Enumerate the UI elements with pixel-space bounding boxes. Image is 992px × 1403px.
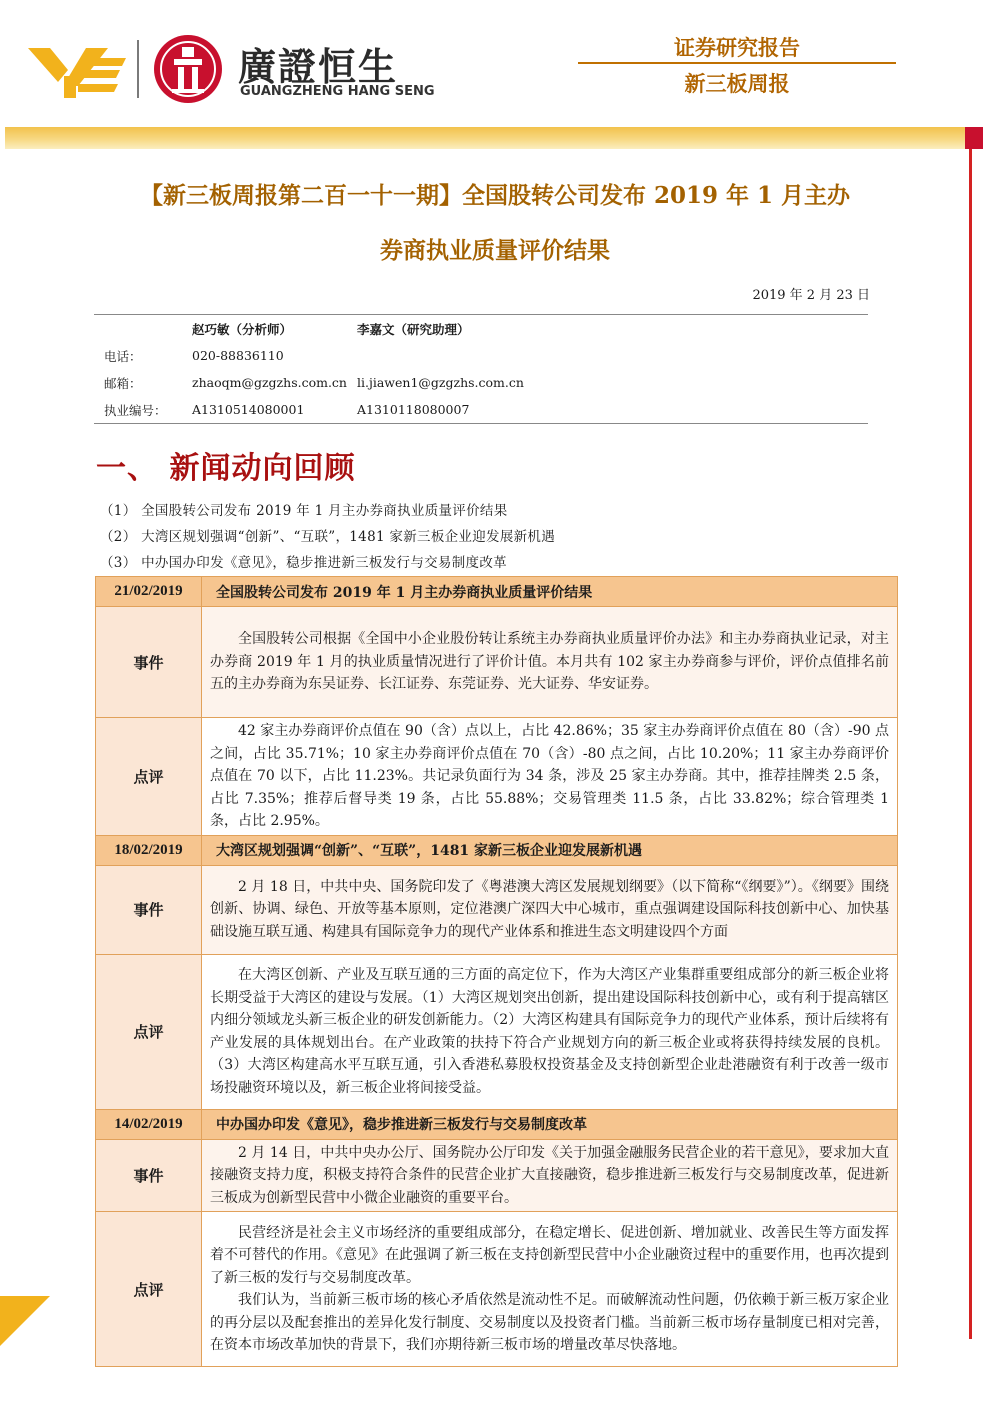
license-label: 执业编号： — [104, 402, 167, 418]
event-text: 2 月 14 日，中共中央办公厅、国务院办公厅印发《关于加强金融服务民营企业的若干意见》，要求加大直接融资支持力度，积极支持符合条件的民营企业扩大直接融资，稳步推进新三板发行与交易制度改革，促进新三板成为创新型民营中小微企业融资的重要平台。 — [202, 1139, 898, 1212]
news-summary-item: （2） 大湾区规划强调“创新”、“互联”，1481 家新三板企业迎发展新机遇 — [100, 529, 556, 545]
event-label: 事件 — [96, 865, 202, 954]
brand-name-english: GUANGZHENG HANG SENG — [240, 84, 435, 99]
report-date: 2019 年 2 月 23 日 — [752, 288, 870, 303]
news-title: 中办国办印发《意见》，稳步推进新三板发行与交易制度改革 — [202, 1109, 898, 1139]
news-event-row — [96, 607, 898, 718]
report-title — [80, 168, 910, 278]
news-review-table — [95, 576, 898, 1367]
comment-text: 民营经济是社会主义市场经济的重要组成部分，在稳定增长、促进创新、增加就业、改善民生等方面发挥着不可替代的作用。《意见》在此强调了新三板在支持创新型民营中小企业融资过程中的重要作用，也再次提到了新三板的发行与交易制度改革。 我们认为，当前新三板市场的核心矛盾依然是流动性不足。而破解流动性问题，仍依赖于新三板万家企业的再分层以及配套推出的差异化发行制度、交易制度以及投资者门槛。当前新三板市场存量制度已相对完善，在资本市场改革加快的背景下，我们亦期待新三板市场的增量改革尽快落地。 — [202, 1212, 898, 1367]
news-summary-list — [100, 498, 555, 576]
company-logo-mark — [28, 40, 128, 100]
news-comment-row — [96, 718, 898, 836]
comment-label: 点评 — [96, 954, 202, 1109]
analyst-1-license: A1310514080001 — [192, 402, 305, 417]
news-summary-item: （1） 全国股转公司发布 2019 年 1 月主办券商执业质量评价结果 — [100, 503, 508, 519]
news-date: 21/02/2019 — [96, 577, 202, 607]
header-gradient-band — [5, 127, 965, 149]
analyst-1-name: 赵巧敏（分析师） — [192, 321, 293, 337]
news-comment-row — [96, 1212, 898, 1367]
brand-seal-icon — [152, 33, 224, 105]
analyst-info-table — [94, 315, 868, 423]
section-heading: 一、 新闻动向回顾 — [96, 451, 356, 486]
analyst-2-name: 李嘉文（研究助理） — [357, 321, 470, 337]
comment-label: 点评 — [96, 718, 202, 836]
analyst-2-email[interactable]: li.jiawen1@gzgzhs.com.cn — [357, 375, 524, 390]
page-corner-triangle — [0, 1296, 50, 1346]
news-title: 大湾区规划强调“创新”、“互联”，1481 家新三板企业迎发展新机遇 — [202, 835, 898, 865]
header-divider — [578, 62, 896, 64]
news-event-row — [96, 1139, 898, 1212]
report-title-line-2: 券商执业质量评价结果 — [380, 237, 610, 264]
email-label: 邮箱： — [104, 375, 142, 391]
event-label: 事件 — [96, 1139, 202, 1212]
analyst-phone: 020-88836110 — [192, 348, 284, 363]
news-title: 全国股转公司发布 2019 年 1 月主办券商执业质量评价结果 — [202, 577, 898, 607]
analyst-info-block — [94, 314, 868, 424]
news-header-row — [96, 577, 898, 607]
brand-name-chinese: 廣證恒生 — [238, 45, 399, 89]
news-summary-item: （3） 中办国办印发《意见》，稳步推进新三板发行与交易制度改革 — [100, 555, 507, 571]
logo-divider — [137, 40, 139, 98]
news-header-row — [96, 835, 898, 865]
event-text: 2 月 18 日，中共中央、国务院印发了《粤港澳大湾区发展规划纲要》（以下简称“《纲要》”）。《纲要》围绕创新、协调、绿色、开放等基本原则，定位港澳广深四大中心城市，重点强调建设国际科技创新中心、加快基础设施互联互通、构建具有国际竞争力的现代产业体系和推进生态文明建设四个方面 — [202, 865, 898, 954]
news-header-row — [96, 1109, 898, 1139]
report-series-label: 新三板周报 — [684, 72, 790, 96]
news-event-row — [96, 865, 898, 954]
report-title-line-1: 【新三板周报第二百一十一期】全国股转公司发布 2019 年 1 月主办 — [139, 182, 851, 209]
news-comment-row — [96, 954, 898, 1109]
header-band-red-block — [965, 127, 983, 149]
news-date: 18/02/2019 — [96, 835, 202, 865]
analyst-1-email[interactable]: zhaoqm@gzgzhs.com.cn — [192, 375, 347, 390]
event-text: 全国股转公司根据《全国中小企业股份转让系统主办券商执业质量评价办法》和主办券商执业记录，对主办券商 2019 年 1 月的执业质量情况进行了评价计值。本月共有 102 家主办券商参与评价，评价点值排名前五的主办券商为东吴证券、长江证券、东莞证券、光大证券、华安证券。 — [202, 607, 898, 718]
report-type-label: 证券研究报告 — [674, 36, 800, 60]
comment-label: 点评 — [96, 1212, 202, 1367]
analyst-2-license: A1310118080007 — [357, 402, 470, 417]
event-label: 事件 — [96, 607, 202, 718]
comment-text: 42 家主办券商评价点值在 90（含）点以上，占比 42.86%；35 家主办券商评价点值在 80（含）-90 点之间，占比 35.71%；10 家主办券商评价点值在 70（含）-80 点之间，占比 10.20%；11 家主办券商评价点值在 70 以下，占比 11.23%。共记录负面行为 34 条，涉及 25 家主办券商。其中，推荐挂牌类 2.5 条，占比 7.35%；推荐后督导类 19 条，占比 55.88%；交易管理类 11.5 条，占比 33.82%；综合管理类 1 条，占比 2.95%。 — [202, 718, 898, 836]
news-date: 14/02/2019 — [96, 1109, 202, 1139]
comment-text: 在大湾区创新、产业及互联互通的三方面的高定位下，作为大湾区产业集群重要组成部分的新三板企业将长期受益于大湾区的建设与发展。（1）大湾区规划突出创新，提出建设国际科技创新中心，或有利于提高辖区内细分领域龙头新三板企业的研发创新能力。（2）大湾区构建具有国际竞争力的现代产业体系，预计后续将有产业发展的具体规划出台。在产业政策的扶持下符合产业规划方向的新三板企业或将获得持续发展的良机。（3）大湾区构建高水平互联互通，引入香港私募股权投资基金及支持创新型企业赴港融资有利于改善一级市场投融资环境以及，新三板企业将间接受益。 — [202, 954, 898, 1109]
phone-label: 电话： — [104, 348, 142, 364]
page-right-rule — [969, 149, 972, 1339]
